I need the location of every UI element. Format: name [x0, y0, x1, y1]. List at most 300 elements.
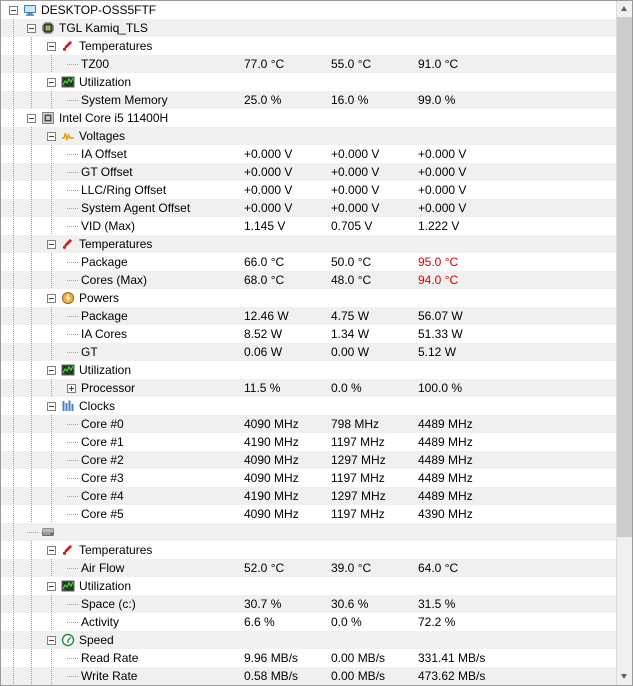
- value-current: 0.58 MB/s: [244, 669, 299, 683]
- collapse-node-button[interactable]: [47, 78, 56, 87]
- thermometer-icon: [61, 39, 75, 53]
- tree-connector-line: [51, 613, 52, 631]
- tree-connector-line: [51, 181, 52, 199]
- tree-connector-line: [31, 325, 32, 343]
- value-minimum: 0.0 %: [331, 615, 362, 629]
- tree-connector-line: [67, 496, 78, 497]
- tree-connector-line: [31, 91, 32, 109]
- tree-connector-line: [13, 37, 14, 55]
- tree-row-label: LLC/Ring Offset: [81, 183, 167, 197]
- tree-row-core-4[interactable]: [1, 487, 617, 505]
- tree-row-speed[interactable]: [1, 631, 617, 649]
- value-minimum: 50.0 °C: [331, 255, 372, 269]
- tree-row-label: GT: [81, 345, 98, 359]
- value-maximum: 31.5 %: [418, 597, 456, 611]
- tree-row-label: Cores (Max): [81, 273, 148, 287]
- tree-row-activity[interactable]: [1, 613, 617, 631]
- tree-connector-line: [67, 208, 78, 209]
- expand-node-button[interactable]: [67, 384, 76, 393]
- tree-connector-line: [27, 532, 38, 533]
- value-current: 4090 MHz: [244, 453, 299, 467]
- collapse-node-button[interactable]: [47, 294, 56, 303]
- tree-connector-line: [67, 568, 78, 569]
- value-minimum: 0.00 MB/s: [331, 651, 386, 665]
- tree-connector-line: [51, 451, 52, 469]
- tree-row-label: IA Cores: [81, 327, 128, 341]
- tree-connector-line: [13, 73, 14, 91]
- tree-row-core-0[interactable]: [1, 415, 617, 433]
- collapse-node-button[interactable]: [47, 636, 56, 645]
- tree-row-label: Core #1: [81, 435, 124, 449]
- tree-connector-line: [13, 145, 14, 163]
- value-maximum: 64.0 °C: [418, 561, 459, 575]
- tree-connector-line: [13, 217, 14, 235]
- chevron-down-icon: [621, 674, 627, 679]
- tree-connector-line: [67, 604, 78, 605]
- value-maximum: 4489 MHz: [418, 435, 473, 449]
- monitor-icon: [23, 3, 37, 17]
- tree-connector-line: [67, 262, 78, 263]
- tree-row-label: Processor: [81, 381, 136, 395]
- tree-row-label: Utilization: [79, 75, 132, 89]
- tree-connector-line: [31, 343, 32, 361]
- value-maximum: 5.12 W: [418, 345, 457, 359]
- value-current: 12.46 W: [244, 309, 289, 323]
- tree-connector-line: [51, 163, 52, 181]
- collapse-node-button[interactable]: [47, 582, 56, 591]
- chip-icon: [41, 21, 55, 35]
- tree-connector-line: [67, 154, 78, 155]
- tree-row-pkg-power[interactable]: [1, 307, 617, 325]
- tree-connector-line: [67, 658, 78, 659]
- tree-connector-line: [31, 415, 32, 433]
- tree-row-core-1[interactable]: [1, 433, 617, 451]
- value-minimum: 48.0 °C: [331, 273, 372, 287]
- tree-connector-line: [31, 559, 32, 577]
- tree-connector-line: [51, 307, 52, 325]
- tree-connector-line: [31, 199, 32, 217]
- value-minimum: 1297 MHz: [331, 453, 386, 467]
- tree-connector-line: [13, 127, 14, 145]
- tree-row-label: Core #2: [81, 453, 124, 467]
- value-current: 0.06 W: [244, 345, 283, 359]
- tree-connector-line: [13, 307, 14, 325]
- value-minimum: 1197 MHz: [331, 507, 385, 521]
- collapse-node-button[interactable]: [47, 132, 56, 141]
- tree-connector-line: [13, 415, 14, 433]
- value-minimum: 0.705 V: [331, 219, 373, 233]
- value-minimum: 55.0 °C: [331, 57, 372, 71]
- tree-row-label: Read Rate: [81, 651, 139, 665]
- value-current: +0.000 V: [244, 201, 293, 215]
- tree-connector-line: [31, 379, 32, 397]
- value-maximum: +0.000 V: [418, 165, 467, 179]
- tree-connector-line: [13, 469, 14, 487]
- tree-connector-line: [13, 181, 14, 199]
- value-current: 77.0 °C: [244, 57, 285, 71]
- tree-connector-line: [13, 523, 14, 541]
- tree-row-label: Clocks: [79, 399, 116, 413]
- tree-row-util-2[interactable]: [1, 361, 617, 379]
- value-current: 4190 MHz: [244, 489, 299, 503]
- tree-row-processor[interactable]: [1, 379, 617, 397]
- tree-row-label: System Agent Offset: [81, 201, 191, 215]
- collapse-node-button[interactable]: [27, 24, 36, 33]
- value-minimum: +0.000 V: [331, 201, 380, 215]
- tree-connector-line: [31, 631, 32, 649]
- value-minimum: 1297 MHz: [331, 489, 386, 503]
- tree-row-gt-power[interactable]: [1, 343, 617, 361]
- chevron-up-icon: [621, 6, 627, 11]
- tree-row-label: GT Offset: [81, 165, 133, 179]
- tree-row-temps-3[interactable]: [1, 541, 617, 559]
- tree-row-sys-agent-offset[interactable]: [1, 199, 617, 217]
- tree-connector-line: [51, 559, 52, 577]
- power-icon: [61, 291, 75, 305]
- tree-row-read-rate[interactable]: [1, 649, 617, 667]
- tree-row-air-flow[interactable]: [1, 559, 617, 577]
- tree-connector-line: [13, 577, 14, 595]
- utilization-icon: [61, 363, 75, 377]
- tree-connector-line: [13, 253, 14, 271]
- tree-connector-line: [31, 307, 32, 325]
- tree-row-label: Core #5: [81, 507, 124, 521]
- value-maximum: 4489 MHz: [418, 453, 473, 467]
- tree-connector-line: [31, 217, 32, 235]
- tree-connector-line: [51, 145, 52, 163]
- tree-connector-line: [31, 433, 32, 451]
- tree-connector-line: [31, 469, 32, 487]
- value-current: 11.5 %: [244, 381, 281, 395]
- tree-connector-line: [31, 55, 32, 73]
- tree-connector-line: [67, 352, 78, 353]
- value-maximum: 72.2 %: [418, 615, 456, 629]
- tree-row-tz00[interactable]: [1, 55, 617, 73]
- value-current: 66.0 °C: [244, 255, 285, 269]
- tree-connector-line: [51, 217, 52, 235]
- value-current: +0.000 V: [244, 147, 293, 161]
- tree-row-temps-1[interactable]: [1, 37, 617, 55]
- tree-connector-line: [13, 19, 14, 37]
- vertical-scrollbar[interactable]: [616, 1, 632, 685]
- tree-row-label: Core #3: [81, 471, 124, 485]
- value-minimum: 16.0 %: [331, 93, 369, 107]
- scroll-down-button[interactable]: [617, 669, 632, 685]
- tree-connector-line: [13, 613, 14, 631]
- value-maximum: 99.0 %: [418, 93, 456, 107]
- tree-connector-line: [13, 91, 14, 109]
- tree-row-label: Powers: [79, 291, 120, 305]
- tree-row-label: Temperatures: [79, 543, 153, 557]
- tree-connector-line: [67, 172, 78, 173]
- value-current: 25.0 %: [244, 93, 282, 107]
- tree-row-clocks[interactable]: [1, 397, 617, 415]
- tree-row-core-5[interactable]: [1, 505, 617, 523]
- value-maximum: +0.000 V: [418, 147, 467, 161]
- tree-row-label: Speed: [79, 633, 114, 647]
- value-minimum: +0.000 V: [331, 147, 380, 161]
- tree-connector-line: [13, 667, 14, 685]
- tree-row-label: Voltages: [79, 129, 126, 143]
- thermometer-icon: [61, 543, 75, 557]
- value-minimum: 0.00 MB/s: [331, 669, 386, 683]
- tree-row-label: TGL Kamiq_TLS: [59, 21, 148, 35]
- scrollbar-thumb[interactable]: [617, 17, 632, 537]
- tree-connector-line: [13, 379, 14, 397]
- tree-connector-line: [67, 442, 78, 443]
- value-minimum: 1.34 W: [331, 327, 370, 341]
- tree-connector-line: [67, 460, 78, 461]
- tree-connector-line: [31, 505, 32, 523]
- tree-connector-line: [13, 163, 14, 181]
- tree-row-system-memory[interactable]: [1, 91, 617, 109]
- tree-row-llc-ring-offset[interactable]: [1, 181, 617, 199]
- tree-connector-line: [13, 325, 14, 343]
- tree-connector-line: [51, 379, 52, 397]
- tree-row-space-c[interactable]: [1, 595, 617, 613]
- value-minimum: +0.000 V: [331, 165, 380, 179]
- value-maximum: 4390 MHz: [418, 507, 473, 521]
- collapse-node-button[interactable]: [27, 114, 36, 123]
- tree-row-label: Utilization: [79, 363, 132, 377]
- tree-connector-line: [13, 199, 14, 217]
- value-current: 30.7 %: [244, 597, 282, 611]
- tree-connector-line: [31, 37, 32, 55]
- tree-connector-line: [51, 487, 52, 505]
- tree-connector-line: [13, 109, 14, 127]
- value-current: +0.000 V: [244, 165, 293, 179]
- value-maximum: 331.41 MB/s: [418, 651, 486, 665]
- tree-connector-line: [51, 595, 52, 613]
- value-current: 6.6 %: [244, 615, 275, 629]
- tree-connector-line: [67, 190, 78, 191]
- value-minimum: 1197 MHz: [331, 471, 385, 485]
- scroll-up-button[interactable]: [617, 1, 632, 17]
- value-current: +0.000 V: [244, 183, 293, 197]
- tree-row-label: VID (Max): [81, 219, 135, 233]
- value-current: 1.145 V: [244, 219, 286, 233]
- speed-icon: [61, 633, 75, 647]
- tree-connector-line: [13, 289, 14, 307]
- tree-connector-line: [13, 55, 14, 73]
- tree-connector-line: [13, 433, 14, 451]
- value-maximum: 51.33 W: [418, 327, 463, 341]
- utilization-icon: [61, 579, 75, 593]
- value-minimum: +0.000 V: [331, 183, 380, 197]
- tree-connector-line: [67, 514, 78, 515]
- tree-connector-line: [31, 667, 32, 685]
- collapse-node-button[interactable]: [47, 366, 56, 375]
- value-maximum: 1.222 V: [418, 219, 460, 233]
- tree-row-tgl-kamiq[interactable]: [1, 19, 617, 37]
- tree-connector-line: [31, 487, 32, 505]
- tree-connector-line: [31, 289, 32, 307]
- tree-row-label: Space (c:): [81, 597, 136, 611]
- tree-connector-line: [31, 145, 32, 163]
- tree-row-label: Intel Core i5 11400H: [59, 111, 169, 125]
- tree-connector-line: [51, 469, 52, 487]
- tree-connector-line: [31, 163, 32, 181]
- tree-row-label: Package: [81, 255, 128, 269]
- tree-connector-line: [51, 667, 52, 685]
- tree-row-ia-offset[interactable]: [1, 145, 617, 163]
- tree-connector-line: [67, 280, 78, 281]
- tree-row-label: TZ00: [81, 57, 110, 71]
- tree-row-label: Air Flow: [81, 561, 125, 575]
- sensor-tree[interactable]: [1, 1, 617, 685]
- voltage-icon: [61, 129, 75, 143]
- value-minimum: 4.75 W: [331, 309, 370, 323]
- value-current: 9.96 MB/s: [244, 651, 299, 665]
- value-minimum: 39.0 °C: [331, 561, 372, 575]
- value-maximum: 94.0 °C: [418, 273, 459, 287]
- tree-connector-line: [13, 271, 14, 289]
- tree-connector-line: [31, 361, 32, 379]
- tree-connector-line: [51, 433, 52, 451]
- thermometer-icon: [61, 237, 75, 251]
- value-current: 4090 MHz: [244, 417, 299, 431]
- tree-connector-line: [13, 397, 14, 415]
- tree-connector-line: [51, 325, 52, 343]
- tree-connector-line: [51, 91, 52, 109]
- value-maximum: 4489 MHz: [418, 489, 473, 503]
- value-current: 8.52 W: [244, 327, 283, 341]
- tree-connector-line: [13, 595, 14, 613]
- tree-row-label: System Memory: [81, 93, 168, 107]
- value-maximum: 4489 MHz: [418, 417, 473, 431]
- tree-row-util-1[interactable]: [1, 73, 617, 91]
- value-minimum: 0.0 %: [331, 381, 362, 395]
- tree-connector-line: [31, 595, 32, 613]
- tree-connector-line: [67, 64, 78, 65]
- tree-connector-line: [67, 226, 78, 227]
- tree-connector-line: [67, 334, 78, 335]
- tree-connector-line: [13, 631, 14, 649]
- drive-icon: [41, 525, 55, 539]
- value-minimum: 0.00 W: [331, 345, 370, 359]
- tree-row-label: Package: [81, 309, 128, 323]
- tree-connector-line: [51, 55, 52, 73]
- value-maximum: 95.0 °C: [418, 255, 459, 269]
- tree-connector-line: [67, 316, 78, 317]
- tree-connector-line: [51, 253, 52, 271]
- tree-row-vid-max[interactable]: [1, 217, 617, 235]
- tree-connector-line: [31, 253, 32, 271]
- tree-row-gt-offset[interactable]: [1, 163, 617, 181]
- value-minimum: 798 MHz: [331, 417, 380, 431]
- value-minimum: 30.6 %: [331, 597, 369, 611]
- tree-row-label: Temperatures: [79, 237, 153, 251]
- tree-row-util-3[interactable]: [1, 577, 617, 595]
- tree-connector-line: [31, 397, 32, 415]
- tree-row-label: Core #0: [81, 417, 124, 431]
- value-maximum: 100.0 %: [418, 381, 463, 395]
- tree-connector-line: [31, 451, 32, 469]
- value-maximum: 91.0 °C: [418, 57, 459, 71]
- clocks-icon: [61, 399, 75, 413]
- collapse-node-button[interactable]: [47, 240, 56, 249]
- collapse-node-button[interactable]: [9, 6, 18, 15]
- tree-connector-line: [13, 343, 14, 361]
- tree-row-voltages[interactable]: [1, 127, 617, 145]
- tree-connector-line: [67, 478, 78, 479]
- value-maximum: 56.07 W: [418, 309, 463, 323]
- tree-connector-line: [31, 271, 32, 289]
- value-maximum: +0.000 V: [418, 183, 467, 197]
- tree-connector-line: [51, 343, 52, 361]
- tree-connector-line: [31, 127, 32, 145]
- tree-connector-line: [31, 235, 32, 253]
- tree-connector-line: [13, 541, 14, 559]
- tree-connector-line: [13, 487, 14, 505]
- cpu-icon: [41, 111, 55, 125]
- tree-connector-line: [13, 559, 14, 577]
- tree-row-label: IA Offset: [81, 147, 127, 161]
- tree-connector-line: [51, 649, 52, 667]
- tree-row-write-rate[interactable]: [1, 667, 617, 685]
- tree-connector-line: [13, 505, 14, 523]
- tree-connector-line: [67, 676, 78, 677]
- tree-row-pkg-temp[interactable]: [1, 253, 617, 271]
- tree-connector-line: [31, 613, 32, 631]
- tree-connector-line: [31, 649, 32, 667]
- tree-row-cores-max-temp[interactable]: [1, 271, 617, 289]
- collapse-node-button[interactable]: [47, 42, 56, 51]
- value-maximum: 4489 MHz: [418, 471, 473, 485]
- tree-connector-line: [51, 271, 52, 289]
- tree-row-label: Core #4: [81, 489, 124, 503]
- tree-row-ia-cores-power[interactable]: [1, 325, 617, 343]
- tree-row-temps-2[interactable]: [1, 235, 617, 253]
- tree-connector-line: [51, 415, 52, 433]
- value-maximum: +0.000 V: [418, 201, 467, 215]
- value-current: 4190 MHz: [244, 435, 299, 449]
- tree-row-desktop[interactable]: [1, 1, 617, 19]
- collapse-node-button[interactable]: [47, 402, 56, 411]
- value-current: 68.0 °C: [244, 273, 285, 287]
- utilization-icon: [61, 75, 75, 89]
- tree-connector-line: [13, 361, 14, 379]
- tree-row-drive[interactable]: [1, 523, 617, 541]
- tree-row-intel-cpu[interactable]: [1, 109, 617, 127]
- collapse-node-button[interactable]: [47, 546, 56, 555]
- tree-connector-line: [13, 649, 14, 667]
- tree-connector-line: [13, 235, 14, 253]
- tree-connector-line: [67, 424, 78, 425]
- value-current: 4090 MHz: [244, 507, 299, 521]
- value-current: 52.0 °C: [244, 561, 285, 575]
- tree-connector-line: [51, 505, 52, 523]
- value-current: 4090 MHz: [244, 471, 299, 485]
- tree-connector-line: [31, 541, 32, 559]
- tree-row-label: DESKTOP-OSS5FTF: [41, 3, 157, 17]
- tree-row-powers[interactable]: [1, 289, 617, 307]
- tree-row-core-3[interactable]: [1, 469, 617, 487]
- tree-row-label: Temperatures: [79, 39, 153, 53]
- value-minimum: 1197 MHz: [331, 435, 385, 449]
- tree-connector-line: [31, 577, 32, 595]
- tree-connector-line: [51, 199, 52, 217]
- tree-connector-line: [67, 622, 78, 623]
- value-maximum: 473.62 MB/s: [418, 669, 486, 683]
- tree-row-label: Activity: [81, 615, 120, 629]
- tree-connector-line: [67, 100, 78, 101]
- tree-row-label: Write Rate: [81, 669, 138, 683]
- tree-row-core-2[interactable]: [1, 451, 617, 469]
- tree-connector-line: [31, 181, 32, 199]
- tree-connector-line: [13, 451, 14, 469]
- tree-row-label: Utilization: [79, 579, 132, 593]
